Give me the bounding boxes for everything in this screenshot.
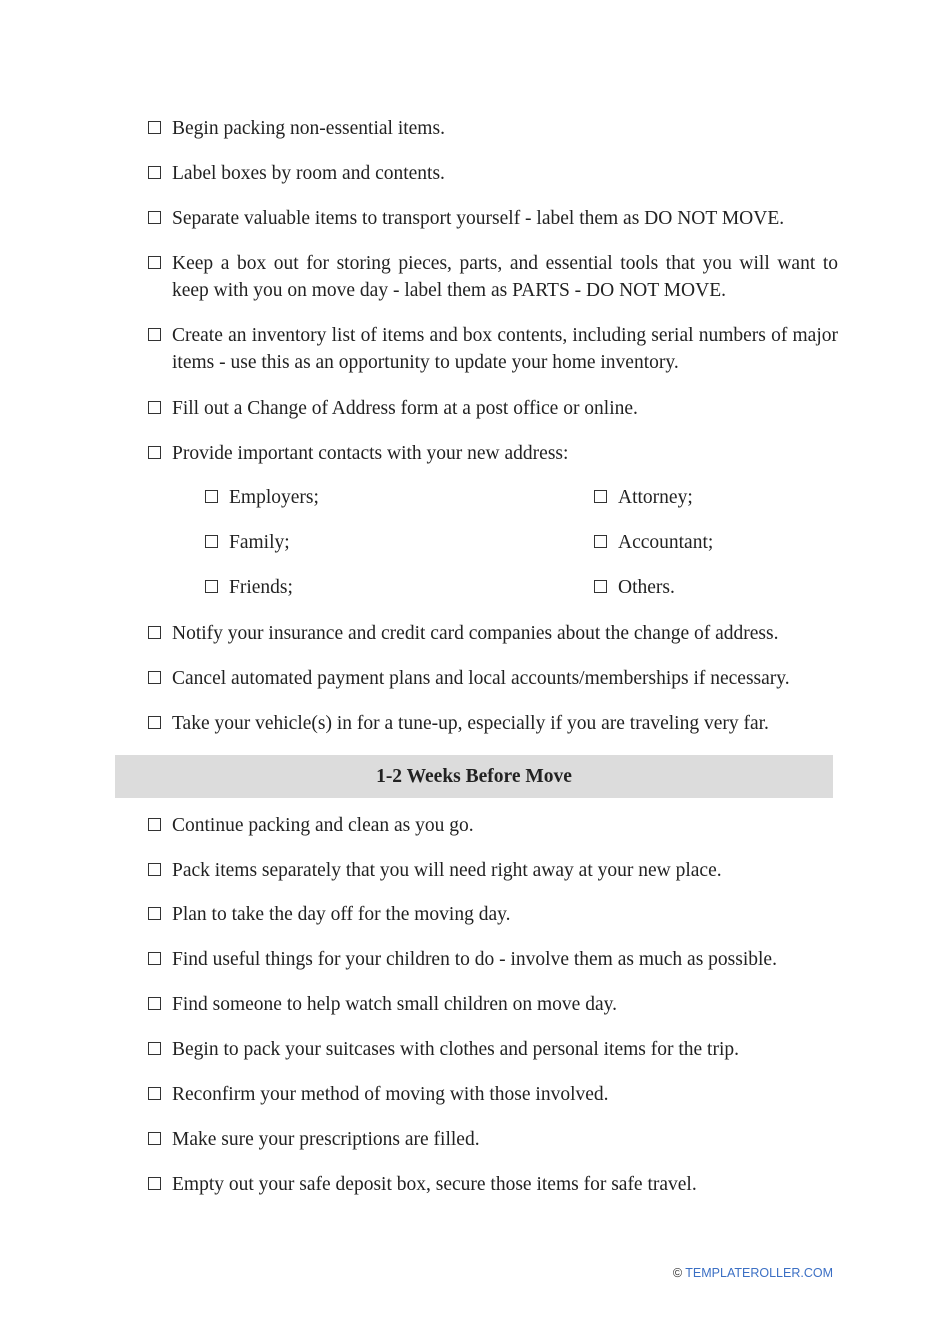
checklist-item	[148, 620, 838, 647]
checkbox[interactable]	[148, 907, 161, 920]
checkbox[interactable]	[148, 211, 161, 224]
checkbox[interactable]	[205, 490, 218, 503]
footer-credit	[673, 1266, 833, 1280]
checkbox[interactable]	[148, 997, 161, 1010]
checklist-item-text: Separate valuable items to transport yourself - label them as DO NOT MOVE.	[172, 208, 785, 229]
checkbox[interactable]	[148, 626, 161, 639]
checklist-item-text: Keep a box out for storing pieces, parts, and essential tools that you will want to keep with you on move day - label them as PARTS - DO NOT MOVE.	[172, 253, 838, 301]
contact-item	[594, 484, 894, 511]
checkbox[interactable]	[148, 716, 161, 729]
checkbox[interactable]	[148, 121, 161, 134]
checklist-item	[148, 946, 838, 973]
checklist-item	[148, 322, 838, 376]
checkbox[interactable]	[148, 1042, 161, 1055]
checklist-item	[148, 160, 838, 187]
checklist-item-text: Reconfirm your method of moving with those involved.	[172, 1084, 609, 1105]
checklist-item	[148, 1081, 838, 1108]
contact-item-text: Friends;	[229, 577, 293, 598]
section-title: 1-2 Weeks Before Move	[376, 765, 572, 787]
contact-item	[205, 574, 505, 601]
checklist-item-text: Begin packing non-essential items.	[172, 118, 445, 139]
section-header	[115, 755, 833, 798]
contact-item	[594, 529, 894, 556]
checkbox[interactable]	[148, 401, 161, 414]
contact-item-text: Employers;	[229, 487, 319, 508]
contact-item-text: Accountant;	[618, 532, 714, 553]
checklist-item	[148, 1126, 838, 1153]
checklist-item	[148, 1171, 838, 1198]
checkbox[interactable]	[148, 863, 161, 876]
checkbox[interactable]	[148, 818, 161, 831]
checklist-item-text: Create an inventory list of items and box contents, including serial numbers of major items - use this as an opportunity to update your home inventory.	[172, 325, 838, 373]
checklist-item	[148, 812, 838, 839]
checkbox[interactable]	[205, 580, 218, 593]
checkbox[interactable]	[594, 490, 607, 503]
checklist-item-text: Pack items separately that you will need right away at your new place.	[172, 860, 722, 881]
checkbox[interactable]	[148, 446, 161, 459]
checklist-item-text: Fill out a Change of Address form at a post office or online.	[172, 398, 638, 419]
checklist-item-text: Make sure your prescriptions are filled.	[172, 1129, 480, 1150]
checkbox[interactable]	[148, 256, 161, 269]
contact-item	[594, 574, 894, 601]
checkbox[interactable]	[594, 580, 607, 593]
contact-item	[205, 529, 505, 556]
checkbox[interactable]	[148, 1087, 161, 1100]
checklist-item-text: Find someone to help watch small children on move day.	[172, 994, 617, 1015]
checklist-item	[148, 115, 838, 142]
checklist-item	[148, 1036, 838, 1063]
checklist-item	[148, 901, 838, 928]
contact-item	[205, 484, 505, 511]
checklist-item-text: Take your vehicle(s) in for a tune-up, especially if you are traveling very far.	[172, 713, 769, 734]
checkbox[interactable]	[148, 952, 161, 965]
checkbox[interactable]	[148, 1132, 161, 1145]
contact-item-text: Others.	[618, 577, 675, 598]
copyright-symbol: ©	[672, 1266, 683, 1280]
checklist-item-text: Find useful things for your children to do - involve them as much as possible.	[172, 949, 777, 970]
checklist-item	[148, 991, 838, 1018]
checklist-item-text: Plan to take the day off for the moving day.	[172, 904, 511, 925]
checklist-item	[148, 440, 838, 467]
checkbox[interactable]	[205, 535, 218, 548]
checklist-item	[148, 250, 838, 304]
checkbox[interactable]	[148, 1177, 161, 1190]
contact-item-text: Family;	[229, 532, 290, 553]
contact-item-text: Attorney;	[618, 487, 693, 508]
checkbox[interactable]	[148, 328, 161, 341]
checkbox[interactable]	[148, 166, 161, 179]
checklist-item-text: Begin to pack your suitcases with clothes and personal items for the trip.	[172, 1039, 739, 1060]
checklist-item-text: Label boxes by room and contents.	[172, 163, 445, 184]
checklist-item-text: Notify your insurance and credit card companies about the change of address.	[172, 623, 779, 644]
footer-site-link[interactable]: TEMPLATEROLLER.COM	[685, 1266, 833, 1280]
checkbox[interactable]	[148, 671, 161, 684]
checklist-item	[148, 205, 838, 232]
checklist-item-text: Continue packing and clean as you go.	[172, 815, 474, 836]
checklist-item	[148, 665, 838, 692]
checkbox[interactable]	[594, 535, 607, 548]
checklist-item	[148, 395, 838, 422]
checklist-item-text: Cancel automated payment plans and local accounts/memberships if necessary.	[172, 668, 790, 689]
checklist-item	[148, 710, 838, 737]
checklist-item-text: Empty out your safe deposit box, secure those items for safe travel.	[172, 1174, 697, 1195]
checklist-item-text: Provide important contacts with your new address:	[172, 443, 569, 464]
checklist-item	[148, 857, 838, 884]
